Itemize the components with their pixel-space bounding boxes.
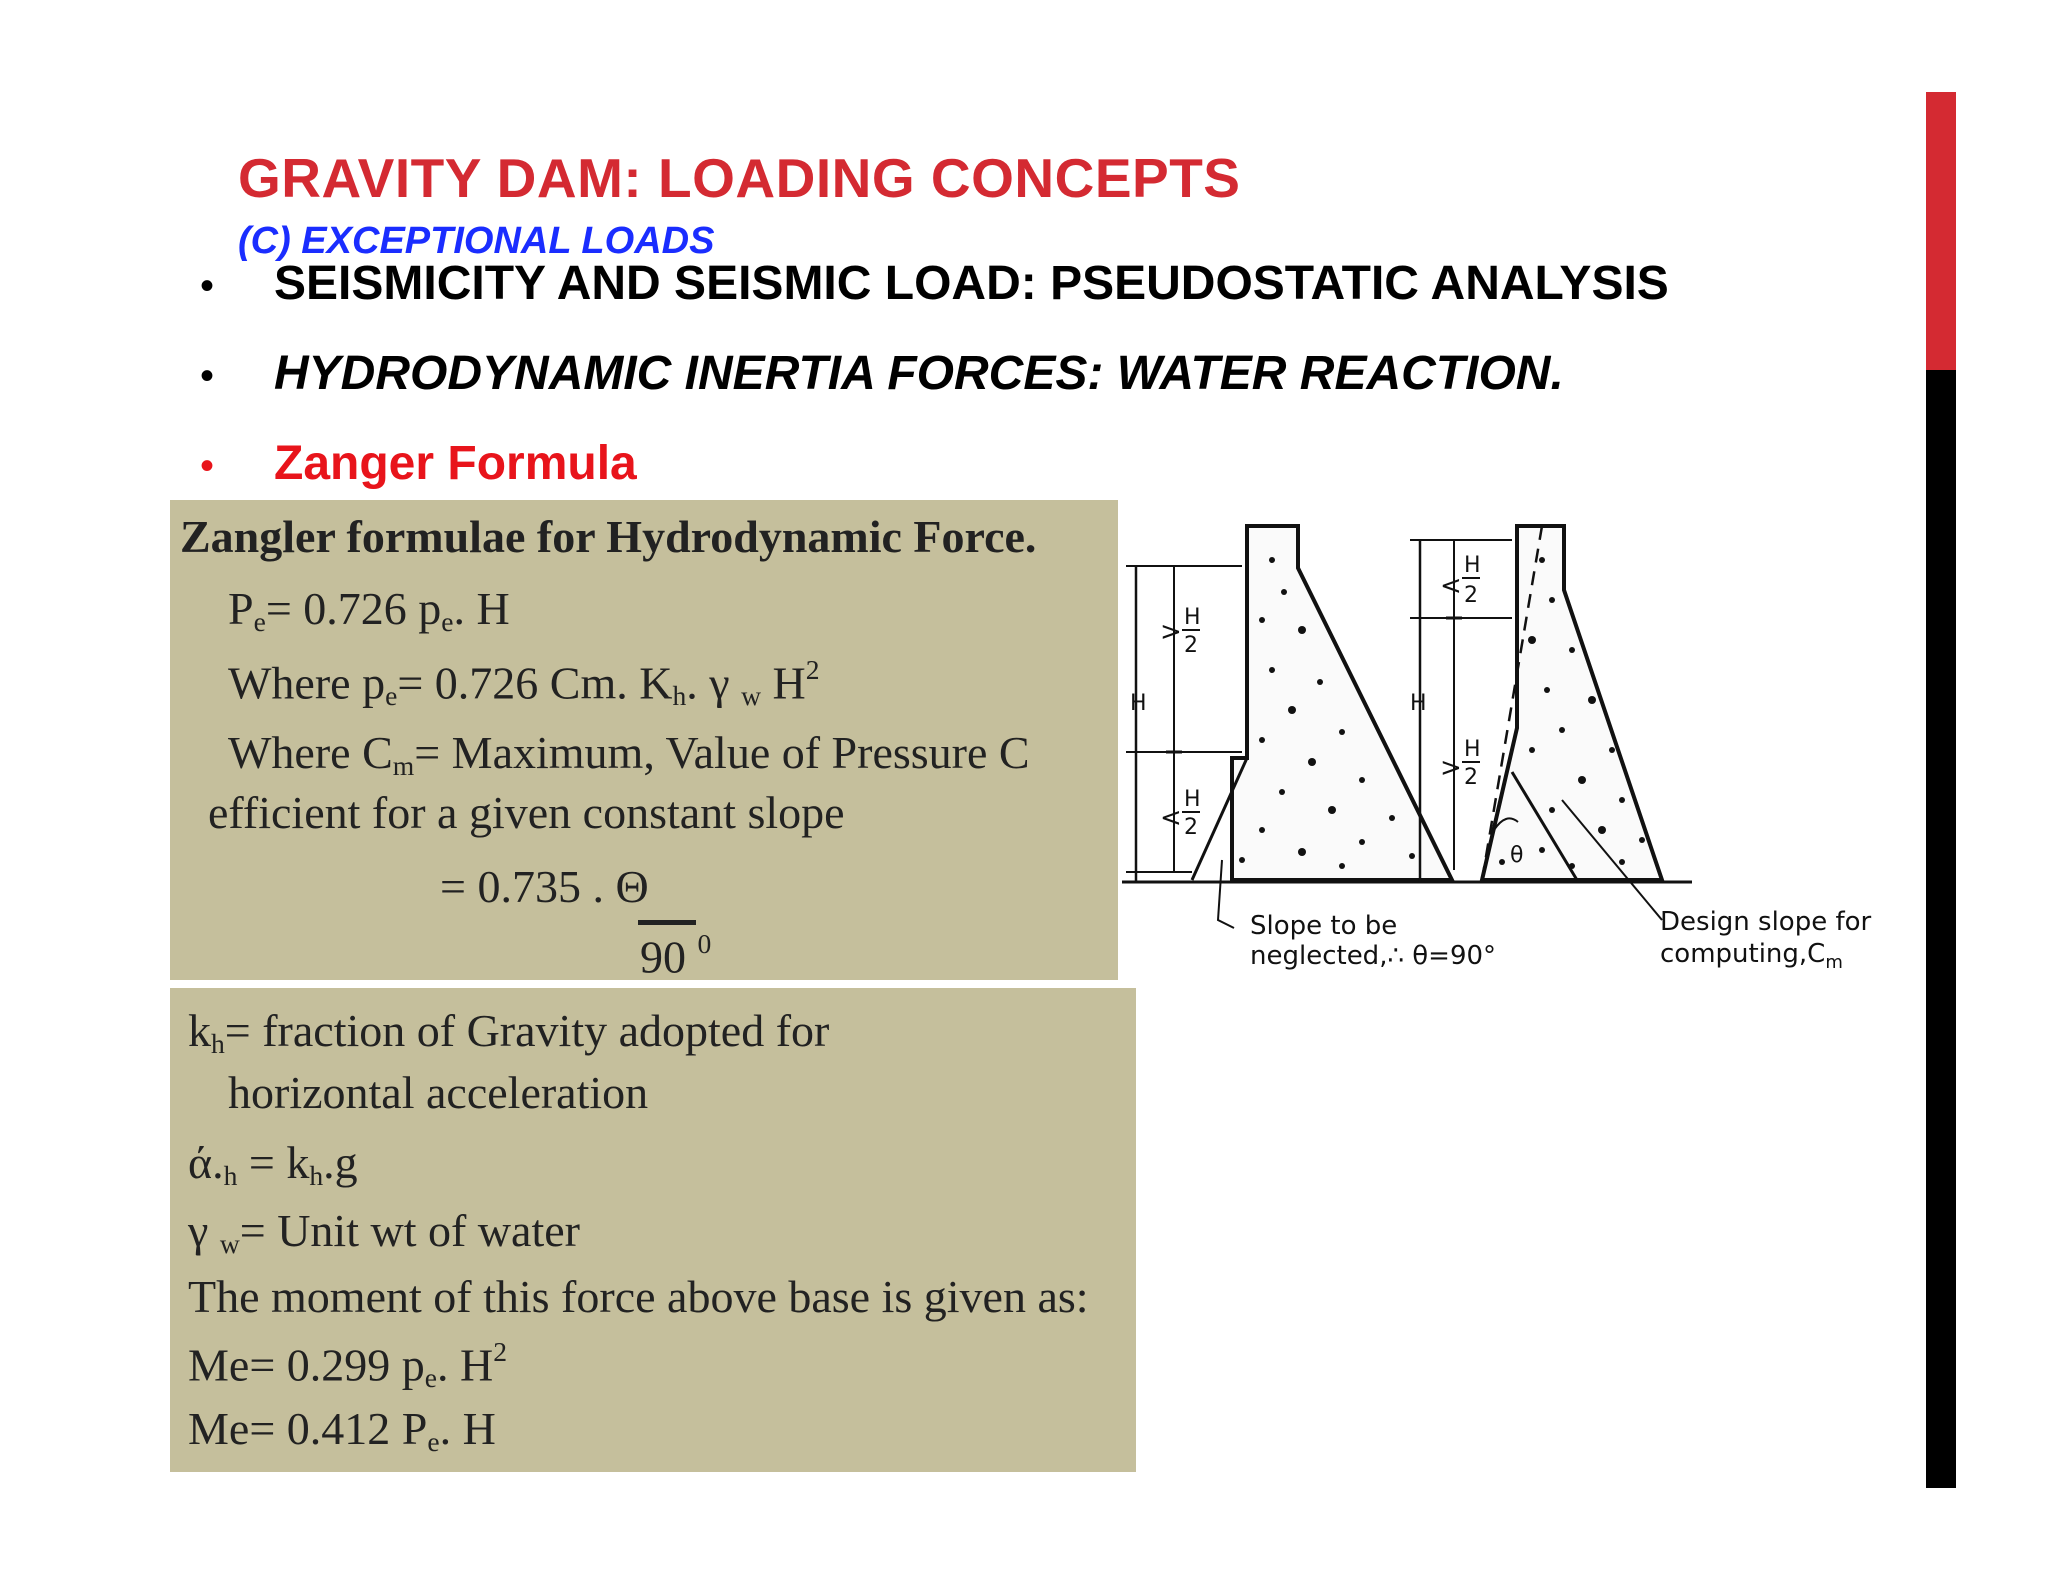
bullet-seismicity <box>200 256 1669 311</box>
svg-text:2: 2 <box>1464 765 1478 790</box>
svg-text:H: H <box>1184 605 1201 630</box>
svg-text:H: H <box>1410 691 1427 716</box>
svg-text:>: > <box>1440 753 1462 783</box>
svg-text:H: H <box>1464 737 1481 762</box>
gamma-w-definition: γ $_w$= Unit wt of water <box>188 1205 580 1259</box>
svg-text:<: < <box>1160 803 1182 833</box>
svg-text:<: < <box>1440 571 1462 601</box>
moment-intro: The moment of this force above base is given as: <box>188 1271 1089 1322</box>
fraction-bar <box>638 920 696 925</box>
svg-text:H: H <box>1130 691 1147 716</box>
svg-text:H: H <box>1184 787 1201 812</box>
formula-pe: $P_e= 0.726$ $p_e$. H <box>228 583 510 637</box>
formula-cm-definition: Where $C_m=$ Maximum, Value of Pressure C <box>228 727 1030 781</box>
formula-denominator: 90 $^0$ <box>640 928 712 980</box>
side-accent-bar-red <box>1926 92 1956 370</box>
side-accent-bar-black <box>1926 370 1956 1488</box>
dam-section-diagram <box>1122 500 1892 980</box>
bullet-dot: • <box>200 444 215 488</box>
bullet-text: SEISMICITY AND SEISMIC LOAD: PSEUDOSTATIC ANALYSIS <box>274 257 1669 310</box>
alpha-h-formula: $ά._h = k_h.g$ <box>188 1137 358 1191</box>
moment-formula-2: Me= 0.412 $P_e$. H <box>188 1403 496 1457</box>
right-dam-labels <box>1410 553 1872 973</box>
slide-title: GRAVITY DAM: LOADING CONCEPTS <box>238 147 1241 209</box>
slide-subtitle: (C) EXCEPTIONAL LOADS <box>238 220 715 262</box>
moment-formula-1: Me= 0.299 $p_e$. $H^2$ <box>188 1336 508 1394</box>
bullet-dot: • <box>200 354 215 398</box>
bullet-zanger <box>200 436 637 491</box>
svg-text:Slope to be: Slope to be <box>1250 911 1398 941</box>
svg-text:2: 2 <box>1184 633 1198 658</box>
formula-cm-value: = 0.735 . Θ <box>440 861 649 912</box>
svg-text:2: 2 <box>1464 583 1478 608</box>
bullet-dot: • <box>200 264 215 308</box>
svg-text:H: H <box>1464 553 1481 578</box>
svg-text:>: > <box>1160 617 1182 647</box>
bullet-hydrodynamic <box>200 346 1564 401</box>
kh-definition-cont: horizontal acceleration <box>228 1067 649 1118</box>
svg-text:θ: θ <box>1510 843 1524 868</box>
svg-text:Design slope for: Design slope for <box>1660 907 1872 937</box>
formula-cm-continuation: efficient for a given constant slope <box>208 787 845 838</box>
bullet-text: HYDRODYNAMIC INERTIA FORCES: WATER REACTION. <box>274 347 1564 400</box>
svg-text:2: 2 <box>1184 815 1198 840</box>
formula-panel-zangler <box>170 500 1118 980</box>
dam-diagram-svg <box>1122 500 1892 980</box>
svg-text:neglected,∴ θ=90°: neglected,∴ θ=90° <box>1250 941 1497 971</box>
left-dam-section <box>1122 526 1492 928</box>
formula-panel-definitions <box>170 988 1136 1472</box>
bullet-text: Zanger Formula <box>274 437 637 490</box>
kh-definition: $k_h=$ fraction of Gravity adopted for <box>188 1005 830 1059</box>
formula-pe-small: Where $p_e= 0.726$ Cm. $K_h$. γ $_w$ $H^2$ <box>228 654 820 712</box>
panel-heading: Zangler formulae for Hydrodynamic Force. <box>180 511 1037 562</box>
svg-text:computing,Cm: $computing,C_m$ <box>1660 939 1843 973</box>
